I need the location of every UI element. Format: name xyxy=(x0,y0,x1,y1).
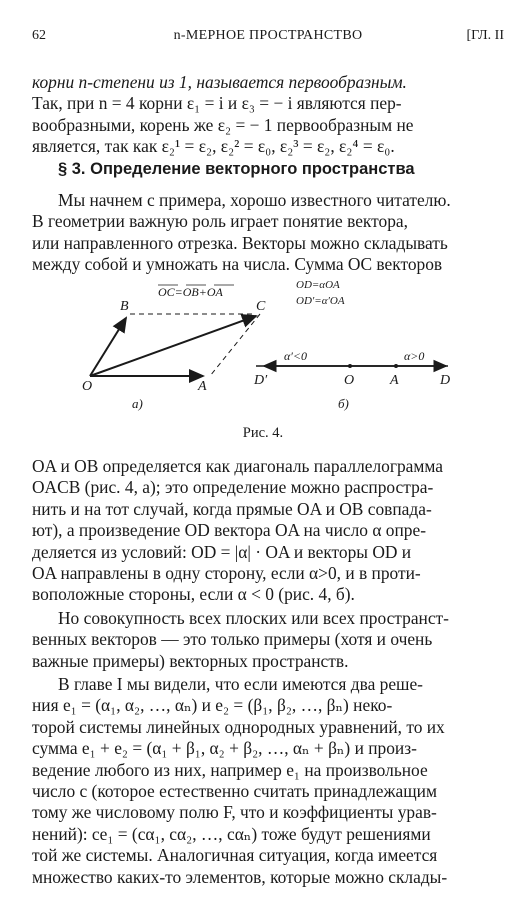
point-a xyxy=(394,364,398,368)
text-line: В геометрии важную роль играет понятие вектора, xyxy=(32,211,408,232)
text-line: корни n-степени из 1, называется первообразным. xyxy=(32,72,407,92)
text-line: тому же числовому полю F, что и коэффициенты урав- xyxy=(32,802,437,823)
figure-caption: Рис. 4. xyxy=(242,425,284,441)
formula-od: OD=αOA xyxy=(296,279,340,291)
paragraph-vector-ops xyxy=(32,456,494,606)
text-line: ведение любого из них, например e₁ на произвольное xyxy=(32,759,428,780)
text-line: торой системы линейных однородных уравнений, то их xyxy=(32,716,445,737)
chapter-marker: [ГЛ. II xyxy=(466,28,504,43)
vector-oc xyxy=(90,316,256,376)
alpha-pos-label: α>0 xyxy=(404,349,425,363)
label-a: A xyxy=(198,379,207,394)
text-line: Так, при n = 4 корни ε₁ = i и ε₃ = − i являются пер- xyxy=(32,93,402,114)
paragraph-solutions xyxy=(32,674,494,888)
text-line: ния e₁ = (α₁, α₂, …, αₙ) и e₂ = (β₁, β₂, …, βₙ) неко- xyxy=(32,695,393,716)
label-b: B xyxy=(120,299,129,314)
text-line: множество каких-то элементов, которые можно склады- xyxy=(32,866,448,887)
text-line: является, так как ε₂¹ = ε₂, ε₂² = ε₀, ε₂³ = ε₂, ε₂⁴ = ε₀. xyxy=(32,136,395,157)
text-line: OACB (рис. 4, а); это определение можно распростра- xyxy=(32,477,434,498)
paragraph-examples xyxy=(32,608,494,672)
vector-ob xyxy=(90,318,126,376)
label-a-b: A xyxy=(390,373,399,388)
subfigure-a-label: а) xyxy=(132,396,143,411)
formula-od-prime: OD′=α′OA xyxy=(296,295,345,307)
text-line: вообразными, корень же ε₂ = − 1 первообразным не xyxy=(32,114,414,135)
text-line: между собой и умножать на числа. Сумма OC векторов xyxy=(32,254,443,275)
text-line: нить и на тот случай, когда прямые OA и OB совпада- xyxy=(32,498,432,519)
text-line: или направленного отрезка. Векторы можно складывать xyxy=(32,232,448,253)
page-header xyxy=(32,28,504,48)
text-line: сумма e₁ + e₂ = (α₁ + β₁, α₂ + β₂, …, αₙ + βₙ) и произ- xyxy=(32,738,417,759)
text-line: венных векторов — это только примеры (хотя и очень xyxy=(32,629,433,650)
origin-point xyxy=(348,364,352,368)
label-c: C xyxy=(256,299,266,314)
section-title: § 3. Определение векторного пространства xyxy=(58,160,415,178)
text-line: деляется из условий: OD = |α| · OA и векторы OD и xyxy=(32,541,412,562)
text-line: важные примеры) векторных пространств. xyxy=(32,650,349,671)
label-d: D xyxy=(440,373,451,388)
text-line: OA направлены в одну сторону, если α>0, и в проти- xyxy=(32,562,421,583)
text-line: Мы начнем с примера, хорошо известного читателю. xyxy=(58,190,451,210)
text-line: OA и OB определяется как диагональ параллелограмма xyxy=(32,456,443,476)
text-line: число c (которое естественно считать принадлежащим xyxy=(32,780,437,801)
subfigure-b-label: б) xyxy=(338,396,349,411)
text-line: воположные стороны, если α < 0 (рис. 4, б). xyxy=(32,584,355,605)
label-o-b: O xyxy=(344,373,355,388)
text-line: Но совокупность всех плоских или всех пространст- xyxy=(58,608,449,628)
text-line: ют), а произведение OD вектора OA на число α опре- xyxy=(32,520,427,541)
running-title: n-МЕРНОЕ ПРОСТРАНСТВО xyxy=(173,28,363,43)
formula-oc-sum: OC=OB+OA xyxy=(158,285,223,299)
text-line: нений): ce₁ = (cα₁, cα₂, …, cαₙ) тоже будут решениями xyxy=(32,823,431,844)
label-o: O xyxy=(82,379,93,394)
label-d-prime: D′ xyxy=(254,373,268,388)
text-line: той же системы. Аналогичная ситуация, когда имеется xyxy=(32,845,438,866)
paragraph-primitive-roots xyxy=(32,72,494,158)
alpha-neg-label: α′<0 xyxy=(284,349,308,363)
figure-4 xyxy=(70,278,470,418)
paragraph-intro xyxy=(32,190,494,276)
page-number: 62 xyxy=(32,28,46,43)
text-line: В главе I мы видели, что если имеются два реше- xyxy=(58,674,423,694)
